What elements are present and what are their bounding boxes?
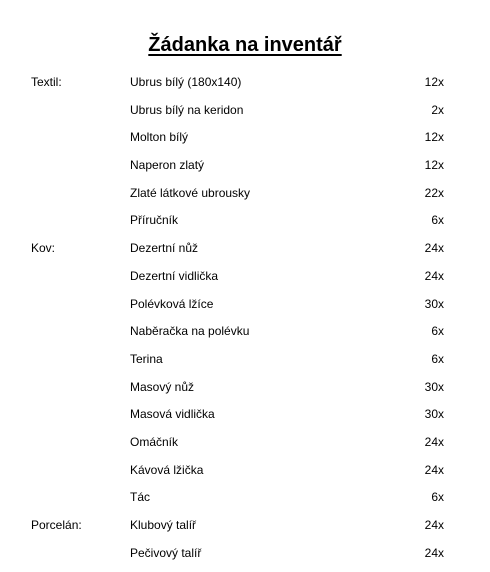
item-quantity: 2x: [431, 102, 444, 117]
list-item: [0, 74, 490, 102]
item-quantity: 30x: [424, 379, 444, 394]
list-item: [0, 185, 490, 213]
category-label: Kov:: [31, 241, 56, 256]
list-item: [0, 379, 490, 407]
list-item: [0, 157, 490, 185]
item-name: Molton bílý: [130, 130, 189, 145]
item-name: Tác: [130, 490, 151, 505]
item-name: Ubrus bílý (180x140): [130, 75, 242, 89]
list-item: [0, 462, 490, 490]
item-name: Polévková lžíce: [130, 296, 214, 311]
list-item: [0, 268, 490, 296]
item-name: Klubový talíř: [130, 518, 197, 532]
list-item: [0, 489, 490, 517]
item-name: Pečivový talíř: [130, 545, 202, 560]
item-quantity: 24x: [424, 241, 444, 256]
item-name: Dezertní vidlička: [130, 268, 219, 283]
list-item: [0, 406, 490, 434]
list-item: [0, 102, 490, 130]
item-quantity: 6x: [431, 490, 444, 505]
item-quantity: 6x: [431, 351, 444, 366]
item-quantity: 24x: [424, 518, 444, 532]
list-item: [0, 212, 490, 240]
item-quantity: 24x: [424, 268, 444, 283]
item-name: Naperon zlatý: [130, 158, 205, 173]
list-item: [0, 351, 490, 379]
item-quantity: 12x: [424, 130, 444, 145]
item-quantity: 24x: [424, 434, 444, 449]
inventory-list: [0, 74, 490, 572]
item-name: Ubrus bílý na keridon: [130, 102, 244, 117]
list-item: [0, 296, 490, 324]
document-title: Žádanka na inventář: [148, 34, 342, 56]
item-quantity: 24x: [424, 462, 444, 477]
item-name: Omáčník: [130, 434, 179, 449]
item-name: Naběračka na polévku: [130, 324, 250, 339]
item-name: Dezertní nůž: [130, 241, 199, 256]
item-name: Příručník: [130, 213, 179, 228]
item-quantity: 24x: [424, 545, 444, 560]
item-name: Terina: [130, 351, 163, 366]
list-item: [0, 434, 490, 462]
item-quantity: 6x: [431, 213, 444, 228]
list-item: [0, 323, 490, 351]
category-label: Textil:: [31, 75, 62, 89]
item-quantity: 30x: [424, 407, 444, 422]
item-name: Masová vidlička: [130, 407, 215, 422]
item-name: Kávová lžička: [130, 462, 204, 477]
item-quantity: 22x: [424, 185, 444, 200]
item-name: Zlaté látkové ubrousky: [130, 185, 251, 200]
list-item: [0, 545, 490, 572]
item-quantity: 6x: [431, 324, 444, 339]
list-item: [0, 129, 490, 157]
list-item: [0, 517, 490, 545]
item-quantity: 12x: [424, 75, 444, 89]
list-item: [0, 240, 490, 268]
item-name: Masový nůž: [130, 379, 195, 394]
item-quantity: 30x: [424, 296, 444, 311]
item-quantity: 12x: [424, 158, 444, 173]
category-label: Porcelán:: [31, 518, 82, 532]
